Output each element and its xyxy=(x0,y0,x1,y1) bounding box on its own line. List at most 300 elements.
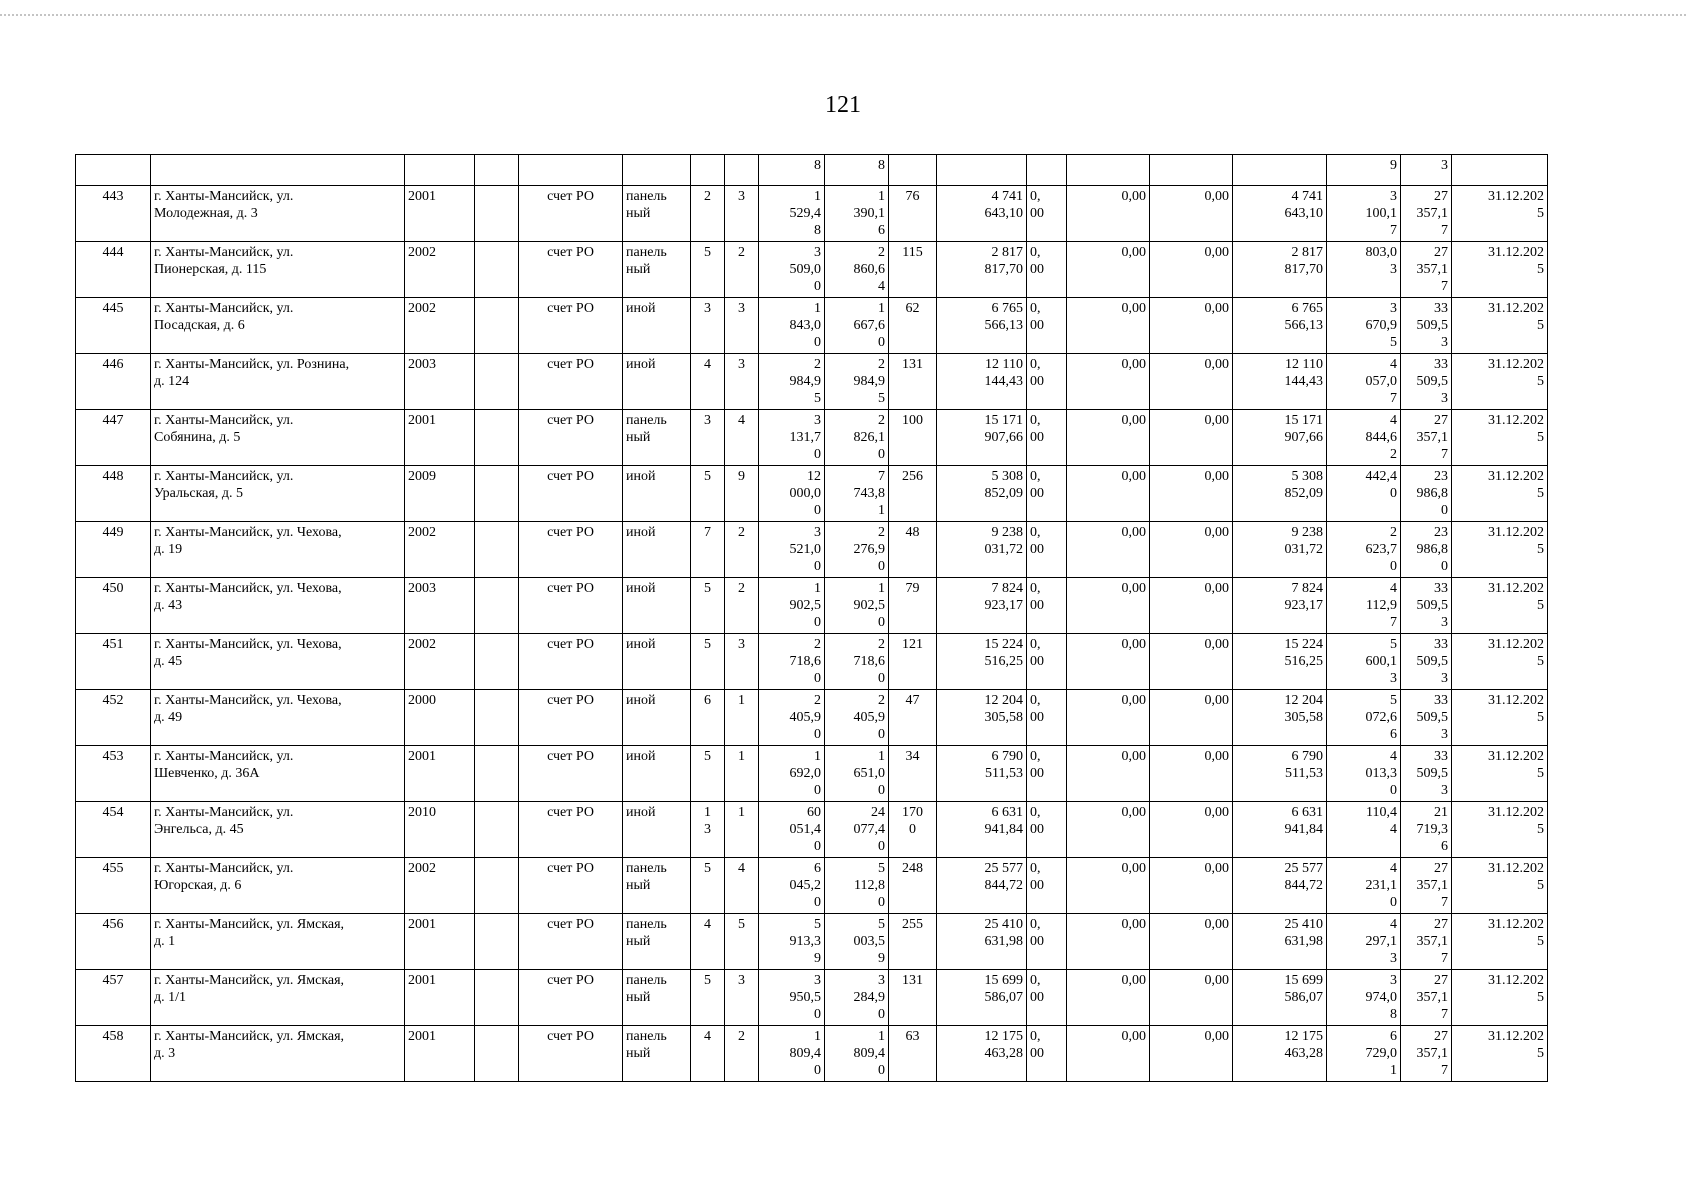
cell-entrances: 9 xyxy=(725,466,759,522)
cell-address: г. Ханты-Мансийск, ул. Уральская, д. 5 xyxy=(151,466,405,522)
cell-cost-total: 4 741 643,10 xyxy=(937,186,1027,242)
cell-completion-date: 31.12.202 5 xyxy=(1452,578,1548,634)
cell-area-total: 3 521,0 0 xyxy=(759,522,825,578)
cell-fund-other: 0, 00 xyxy=(1027,522,1067,578)
cell-empty xyxy=(475,186,519,242)
cell-year: 2001 xyxy=(405,914,475,970)
cell-address: г. Ханты-Мансийск, ул. Чехова, д. 19 xyxy=(151,522,405,578)
cell-year: 2003 xyxy=(405,354,475,410)
cell-cost-total: 2 817 817,70 xyxy=(937,242,1027,298)
cell-year: 2001 xyxy=(405,410,475,466)
cell-area-residential: 2 405,9 0 xyxy=(825,690,889,746)
cell-unit-cost: 4 231,1 0 xyxy=(1327,858,1401,914)
cell-wall-material: иной xyxy=(623,466,691,522)
cell-area-residential: 24 077,4 0 xyxy=(825,802,889,858)
cell-fund-budget: 0,00 xyxy=(1067,466,1150,522)
cell-max-unit-cost: 33 509,5 3 xyxy=(1401,690,1452,746)
cell-year: 2002 xyxy=(405,522,475,578)
cell-year: 2001 xyxy=(405,746,475,802)
cell-residents: 76 xyxy=(889,186,937,242)
cell-max-unit-cost: 33 509,5 3 xyxy=(1401,354,1452,410)
cell-area-total: 1 809,4 0 xyxy=(759,1026,825,1082)
cell-area-total: 6 045,2 0 xyxy=(759,858,825,914)
cell-fund-budget: 0,00 xyxy=(1067,1026,1150,1082)
cell-year: 2001 xyxy=(405,186,475,242)
cell-residents: 48 xyxy=(889,522,937,578)
cell-address: г. Ханты-Мансийск, ул. Собянина, д. 5 xyxy=(151,410,405,466)
cell-area-total: 3 509,0 0 xyxy=(759,242,825,298)
cell-wall-material: панель ный xyxy=(623,1026,691,1082)
cell-year: 2002 xyxy=(405,634,475,690)
cell-fund-local: 0,00 xyxy=(1150,858,1233,914)
cell-cost-owners: 12 175 463,28 xyxy=(1233,1026,1327,1082)
cell-fund-local: 0,00 xyxy=(1150,354,1233,410)
cell-empty xyxy=(475,522,519,578)
cell-entrances: 2 xyxy=(725,242,759,298)
cell-floors: 4 xyxy=(691,1026,725,1082)
cell-number: 457 xyxy=(76,970,151,1026)
cell-area-total: 2 984,9 5 xyxy=(759,354,825,410)
cell-number: 456 xyxy=(76,914,151,970)
header-cell xyxy=(1150,155,1233,186)
cell-number: 452 xyxy=(76,690,151,746)
cell-funding-method: счет РО xyxy=(519,970,623,1026)
cell-empty xyxy=(475,1026,519,1082)
cell-unit-cost: 4 297,1 3 xyxy=(1327,914,1401,970)
cell-wall-material: иной xyxy=(623,298,691,354)
cell-fund-budget: 0,00 xyxy=(1067,410,1150,466)
cell-unit-cost: 3 100,1 7 xyxy=(1327,186,1401,242)
cell-fund-local: 0,00 xyxy=(1150,186,1233,242)
cell-completion-date: 31.12.202 5 xyxy=(1452,746,1548,802)
cell-funding-method: счет РО xyxy=(519,914,623,970)
cell-completion-date: 31.12.202 5 xyxy=(1452,970,1548,1026)
cell-fund-budget: 0,00 xyxy=(1067,914,1150,970)
cell-funding-method: счет РО xyxy=(519,802,623,858)
cell-unit-cost: 5 600,1 3 xyxy=(1327,634,1401,690)
cell-funding-method: счет РО xyxy=(519,242,623,298)
cell-wall-material: панель ный xyxy=(623,242,691,298)
header-cell xyxy=(405,155,475,186)
cell-cost-owners: 15 699 586,07 xyxy=(1233,970,1327,1026)
cell-fund-other: 0, 00 xyxy=(1027,746,1067,802)
cell-empty xyxy=(475,746,519,802)
cell-cost-owners: 25 410 631,98 xyxy=(1233,914,1327,970)
cell-fund-local: 0,00 xyxy=(1150,410,1233,466)
cell-cost-total: 9 238 031,72 xyxy=(937,522,1027,578)
cell-completion-date: 31.12.202 5 xyxy=(1452,186,1548,242)
cell-fund-local: 0,00 xyxy=(1150,242,1233,298)
cell-max-unit-cost: 21 719,3 6 xyxy=(1401,802,1452,858)
cell-number: 454 xyxy=(76,802,151,858)
cell-cost-owners: 2 817 817,70 xyxy=(1233,242,1327,298)
cell-max-unit-cost: 33 509,5 3 xyxy=(1401,746,1452,802)
cell-area-residential: 7 743,8 1 xyxy=(825,466,889,522)
cell-number: 455 xyxy=(76,858,151,914)
cell-year: 2000 xyxy=(405,690,475,746)
cell-number: 449 xyxy=(76,522,151,578)
header-cell xyxy=(937,155,1027,186)
cell-year: 2001 xyxy=(405,970,475,1026)
cell-unit-cost: 3 670,9 5 xyxy=(1327,298,1401,354)
cell-cost-owners: 4 741 643,10 xyxy=(1233,186,1327,242)
cell-year: 2010 xyxy=(405,802,475,858)
cell-cost-total: 6 765 566,13 xyxy=(937,298,1027,354)
cell-fund-local: 0,00 xyxy=(1150,578,1233,634)
cell-fund-budget: 0,00 xyxy=(1067,522,1150,578)
cell-unit-cost: 4 013,3 0 xyxy=(1327,746,1401,802)
cell-entrances: 3 xyxy=(725,354,759,410)
cell-residents: 131 xyxy=(889,354,937,410)
cell-area-total: 2 405,9 0 xyxy=(759,690,825,746)
cell-funding-method: счет РО xyxy=(519,298,623,354)
cell-number: 458 xyxy=(76,1026,151,1082)
cell-residents: 79 xyxy=(889,578,937,634)
cell-entrances: 1 xyxy=(725,802,759,858)
cell-area-residential: 2 984,9 5 xyxy=(825,354,889,410)
cell-fund-local: 0,00 xyxy=(1150,466,1233,522)
cell-fund-local: 0,00 xyxy=(1150,690,1233,746)
cell-number: 451 xyxy=(76,634,151,690)
cell-max-unit-cost: 27 357,1 7 xyxy=(1401,970,1452,1026)
cell-area-total: 60 051,4 0 xyxy=(759,802,825,858)
header-cell xyxy=(1027,155,1067,186)
cell-number: 443 xyxy=(76,186,151,242)
cell-empty xyxy=(475,578,519,634)
cell-fund-other: 0, 00 xyxy=(1027,634,1067,690)
cell-address: г. Ханты-Мансийск, ул. Югорская, д. 6 xyxy=(151,858,405,914)
cell-entrances: 3 xyxy=(725,298,759,354)
cell-funding-method: счет РО xyxy=(519,466,623,522)
cell-fund-other: 0, 00 xyxy=(1027,186,1067,242)
cell-year: 2009 xyxy=(405,466,475,522)
cell-fund-budget: 0,00 xyxy=(1067,690,1150,746)
cell-number: 448 xyxy=(76,466,151,522)
table-row xyxy=(76,186,1548,242)
header-cell xyxy=(519,155,623,186)
cell-cost-total: 6 631 941,84 xyxy=(937,802,1027,858)
cell-cost-total: 12 175 463,28 xyxy=(937,1026,1027,1082)
cell-completion-date: 31.12.202 5 xyxy=(1452,1026,1548,1082)
cell-floors: 7 xyxy=(691,522,725,578)
cell-fund-other: 0, 00 xyxy=(1027,410,1067,466)
cell-residents: 121 xyxy=(889,634,937,690)
cell-unit-cost: 6 729,0 1 xyxy=(1327,1026,1401,1082)
cell-area-residential: 2 718,6 0 xyxy=(825,634,889,690)
cell-year: 2002 xyxy=(405,298,475,354)
cell-fund-other: 0, 00 xyxy=(1027,1026,1067,1082)
cell-address: г. Ханты-Мансийск, ул. Ямская, д. 1/1 xyxy=(151,970,405,1026)
cell-area-residential: 2 860,6 4 xyxy=(825,242,889,298)
cell-address: г. Ханты-Мансийск, ул. Шевченко, д. 36А xyxy=(151,746,405,802)
cell-fund-budget: 0,00 xyxy=(1067,858,1150,914)
cell-empty xyxy=(475,914,519,970)
cell-area-residential: 1 902,5 0 xyxy=(825,578,889,634)
cell-residents: 256 xyxy=(889,466,937,522)
cell-residents: 100 xyxy=(889,410,937,466)
cell-floors: 2 xyxy=(691,186,725,242)
cell-wall-material: панель ный xyxy=(623,914,691,970)
header-cell: 8 xyxy=(759,155,825,186)
table-row xyxy=(76,466,1548,522)
header-cell xyxy=(151,155,405,186)
cell-entrances: 2 xyxy=(725,522,759,578)
cell-cost-total: 5 308 852,09 xyxy=(937,466,1027,522)
cell-cost-owners: 15 171 907,66 xyxy=(1233,410,1327,466)
cell-fund-budget: 0,00 xyxy=(1067,970,1150,1026)
cell-empty xyxy=(475,242,519,298)
cell-cost-total: 6 790 511,53 xyxy=(937,746,1027,802)
cell-cost-owners: 12 204 305,58 xyxy=(1233,690,1327,746)
header-cell: 3 xyxy=(1401,155,1452,186)
cell-area-residential: 1 809,4 0 xyxy=(825,1026,889,1082)
table-row xyxy=(76,690,1548,746)
cell-max-unit-cost: 27 357,1 7 xyxy=(1401,186,1452,242)
cell-empty xyxy=(475,634,519,690)
cell-entrances: 2 xyxy=(725,578,759,634)
cell-residents: 47 xyxy=(889,690,937,746)
cell-wall-material: иной xyxy=(623,578,691,634)
cell-cost-total: 15 699 586,07 xyxy=(937,970,1027,1026)
cell-max-unit-cost: 23 986,8 0 xyxy=(1401,466,1452,522)
cell-max-unit-cost: 23 986,8 0 xyxy=(1401,522,1452,578)
cell-completion-date: 31.12.202 5 xyxy=(1452,242,1548,298)
continuation-header-row xyxy=(76,155,1548,186)
cell-address: г. Ханты-Мансийск, ул. Пионерская, д. 115 xyxy=(151,242,405,298)
cell-fund-local: 0,00 xyxy=(1150,746,1233,802)
cell-unit-cost: 110,4 4 xyxy=(1327,802,1401,858)
cell-fund-local: 0,00 xyxy=(1150,634,1233,690)
cell-address: г. Ханты-Мансийск, ул. Чехова, д. 43 xyxy=(151,578,405,634)
cell-wall-material: панель ный xyxy=(623,970,691,1026)
cell-area-residential: 2 826,1 0 xyxy=(825,410,889,466)
cell-entrances: 3 xyxy=(725,970,759,1026)
cell-completion-date: 31.12.202 5 xyxy=(1452,522,1548,578)
cell-max-unit-cost: 27 357,1 7 xyxy=(1401,914,1452,970)
cell-funding-method: счет РО xyxy=(519,522,623,578)
cell-completion-date: 31.12.202 5 xyxy=(1452,858,1548,914)
cell-residents: 248 xyxy=(889,858,937,914)
cell-completion-date: 31.12.202 5 xyxy=(1452,690,1548,746)
cell-funding-method: счет РО xyxy=(519,578,623,634)
cell-fund-local: 0,00 xyxy=(1150,970,1233,1026)
cell-cost-total: 12 204 305,58 xyxy=(937,690,1027,746)
table-row xyxy=(76,802,1548,858)
cell-fund-budget: 0,00 xyxy=(1067,298,1150,354)
cell-area-total: 5 913,3 9 xyxy=(759,914,825,970)
cell-fund-budget: 0,00 xyxy=(1067,242,1150,298)
cell-cost-owners: 12 110 144,43 xyxy=(1233,354,1327,410)
cell-number: 446 xyxy=(76,354,151,410)
cell-completion-date: 31.12.202 5 xyxy=(1452,410,1548,466)
table-row xyxy=(76,1026,1548,1082)
table-row xyxy=(76,578,1548,634)
table-row xyxy=(76,242,1548,298)
cell-floors: 5 xyxy=(691,578,725,634)
header-cell xyxy=(889,155,937,186)
cell-entrances: 2 xyxy=(725,1026,759,1082)
cell-number: 445 xyxy=(76,298,151,354)
cell-area-total: 12 000,0 0 xyxy=(759,466,825,522)
cell-completion-date: 31.12.202 5 xyxy=(1452,298,1548,354)
cell-number: 450 xyxy=(76,578,151,634)
cell-funding-method: счет РО xyxy=(519,858,623,914)
cell-unit-cost: 442,4 0 xyxy=(1327,466,1401,522)
cell-unit-cost: 4 112,9 7 xyxy=(1327,578,1401,634)
cell-residents: 131 xyxy=(889,970,937,1026)
cell-unit-cost: 3 974,0 8 xyxy=(1327,970,1401,1026)
cell-residents: 63 xyxy=(889,1026,937,1082)
cell-fund-other: 0, 00 xyxy=(1027,802,1067,858)
cell-address: г. Ханты-Мансийск, ул. Ямская, д. 3 xyxy=(151,1026,405,1082)
cell-cost-owners: 6 765 566,13 xyxy=(1233,298,1327,354)
cell-funding-method: счет РО xyxy=(519,690,623,746)
cell-floors: 5 xyxy=(691,466,725,522)
cell-floors: 4 xyxy=(691,914,725,970)
cell-wall-material: иной xyxy=(623,354,691,410)
cell-floors: 1 3 xyxy=(691,802,725,858)
cell-completion-date: 31.12.202 5 xyxy=(1452,634,1548,690)
cell-cost-total: 12 110 144,43 xyxy=(937,354,1027,410)
cell-fund-budget: 0,00 xyxy=(1067,186,1150,242)
cell-entrances: 4 xyxy=(725,858,759,914)
cell-area-total: 1 529,4 8 xyxy=(759,186,825,242)
cell-year: 2002 xyxy=(405,242,475,298)
cell-wall-material: панель ный xyxy=(623,186,691,242)
header-cell xyxy=(1067,155,1150,186)
cell-fund-other: 0, 00 xyxy=(1027,298,1067,354)
cell-cost-total: 25 410 631,98 xyxy=(937,914,1027,970)
cell-completion-date: 31.12.202 5 xyxy=(1452,466,1548,522)
cell-floors: 5 xyxy=(691,746,725,802)
header-cell xyxy=(1233,155,1327,186)
cell-area-residential: 2 276,9 0 xyxy=(825,522,889,578)
cell-address: г. Ханты-Мансийск, ул. Посадская, д. 6 xyxy=(151,298,405,354)
table-row xyxy=(76,746,1548,802)
cell-fund-other: 0, 00 xyxy=(1027,858,1067,914)
cell-empty xyxy=(475,690,519,746)
cell-cost-total: 15 224 516,25 xyxy=(937,634,1027,690)
cell-cost-owners: 6 790 511,53 xyxy=(1233,746,1327,802)
page-number: 121 xyxy=(825,92,861,118)
cell-wall-material: панель ный xyxy=(623,410,691,466)
cell-max-unit-cost: 33 509,5 3 xyxy=(1401,578,1452,634)
cell-area-residential: 1 390,1 6 xyxy=(825,186,889,242)
cell-area-total: 1 692,0 0 xyxy=(759,746,825,802)
header-cell xyxy=(475,155,519,186)
cell-area-residential: 5 112,8 0 xyxy=(825,858,889,914)
cell-number: 447 xyxy=(76,410,151,466)
cell-wall-material: панель ный xyxy=(623,858,691,914)
cell-unit-cost: 2 623,7 0 xyxy=(1327,522,1401,578)
cell-unit-cost: 5 072,6 6 xyxy=(1327,690,1401,746)
cell-max-unit-cost: 27 357,1 7 xyxy=(1401,242,1452,298)
cell-area-residential: 3 284,9 0 xyxy=(825,970,889,1026)
cell-unit-cost: 4 057,0 7 xyxy=(1327,354,1401,410)
cell-entrances: 5 xyxy=(725,914,759,970)
cell-floors: 5 xyxy=(691,970,725,1026)
cell-cost-owners: 9 238 031,72 xyxy=(1233,522,1327,578)
cell-fund-other: 0, 00 xyxy=(1027,242,1067,298)
cell-cost-total: 25 577 844,72 xyxy=(937,858,1027,914)
cell-empty xyxy=(475,410,519,466)
header-cell: 9 xyxy=(1327,155,1401,186)
cell-number: 444 xyxy=(76,242,151,298)
cell-entrances: 4 xyxy=(725,410,759,466)
cell-wall-material: иной xyxy=(623,690,691,746)
cell-floors: 5 xyxy=(691,634,725,690)
cell-year: 2003 xyxy=(405,578,475,634)
cell-number: 453 xyxy=(76,746,151,802)
cell-cost-owners: 25 577 844,72 xyxy=(1233,858,1327,914)
cell-area-residential: 5 003,5 9 xyxy=(825,914,889,970)
cell-floors: 3 xyxy=(691,410,725,466)
cell-cost-owners: 5 308 852,09 xyxy=(1233,466,1327,522)
cell-fund-budget: 0,00 xyxy=(1067,634,1150,690)
cell-address: г. Ханты-Мансийск, ул. Чехова, д. 49 xyxy=(151,690,405,746)
cell-funding-method: счет РО xyxy=(519,634,623,690)
cell-floors: 6 xyxy=(691,690,725,746)
table-row xyxy=(76,410,1548,466)
cell-completion-date: 31.12.202 5 xyxy=(1452,802,1548,858)
cell-unit-cost: 803,0 3 xyxy=(1327,242,1401,298)
cell-fund-local: 0,00 xyxy=(1150,522,1233,578)
cell-completion-date: 31.12.202 5 xyxy=(1452,354,1548,410)
cell-fund-other: 0, 00 xyxy=(1027,690,1067,746)
cell-year: 2002 xyxy=(405,858,475,914)
table-row xyxy=(76,354,1548,410)
table-row xyxy=(76,522,1548,578)
header-cell xyxy=(1452,155,1548,186)
cell-max-unit-cost: 27 357,1 7 xyxy=(1401,858,1452,914)
cell-empty xyxy=(475,466,519,522)
cell-completion-date: 31.12.202 5 xyxy=(1452,914,1548,970)
cell-funding-method: счет РО xyxy=(519,1026,623,1082)
cell-entrances: 1 xyxy=(725,746,759,802)
cell-empty xyxy=(475,802,519,858)
cell-wall-material: иной xyxy=(623,634,691,690)
cell-funding-method: счет РО xyxy=(519,746,623,802)
cell-residents: 62 xyxy=(889,298,937,354)
cell-address: г. Ханты-Мансийск, ул. Ямская, д. 1 xyxy=(151,914,405,970)
header-cell xyxy=(623,155,691,186)
cell-empty xyxy=(475,970,519,1026)
table-row xyxy=(76,634,1548,690)
cell-wall-material: иной xyxy=(623,746,691,802)
cell-entrances: 3 xyxy=(725,634,759,690)
cell-cost-total: 15 171 907,66 xyxy=(937,410,1027,466)
cell-residents: 115 xyxy=(889,242,937,298)
cell-year: 2001 xyxy=(405,1026,475,1082)
cell-fund-other: 0, 00 xyxy=(1027,466,1067,522)
cell-area-residential: 1 651,0 0 xyxy=(825,746,889,802)
cell-fund-other: 0, 00 xyxy=(1027,354,1067,410)
cell-funding-method: счет РО xyxy=(519,186,623,242)
cell-fund-other: 0, 00 xyxy=(1027,914,1067,970)
cell-residents: 34 xyxy=(889,746,937,802)
cell-fund-other: 0, 00 xyxy=(1027,970,1067,1026)
cell-address: г. Ханты-Мансийск, ул. Энгельса, д. 45 xyxy=(151,802,405,858)
cell-unit-cost: 4 844,6 2 xyxy=(1327,410,1401,466)
cell-residents: 255 xyxy=(889,914,937,970)
cell-area-total: 3 131,7 0 xyxy=(759,410,825,466)
cell-entrances: 1 xyxy=(725,690,759,746)
table-row xyxy=(76,914,1548,970)
header-cell: 8 xyxy=(825,155,889,186)
cell-address: г. Ханты-Мансийск, ул. Чехова, д. 45 xyxy=(151,634,405,690)
cell-max-unit-cost: 27 357,1 7 xyxy=(1401,1026,1452,1082)
cell-floors: 3 xyxy=(691,298,725,354)
